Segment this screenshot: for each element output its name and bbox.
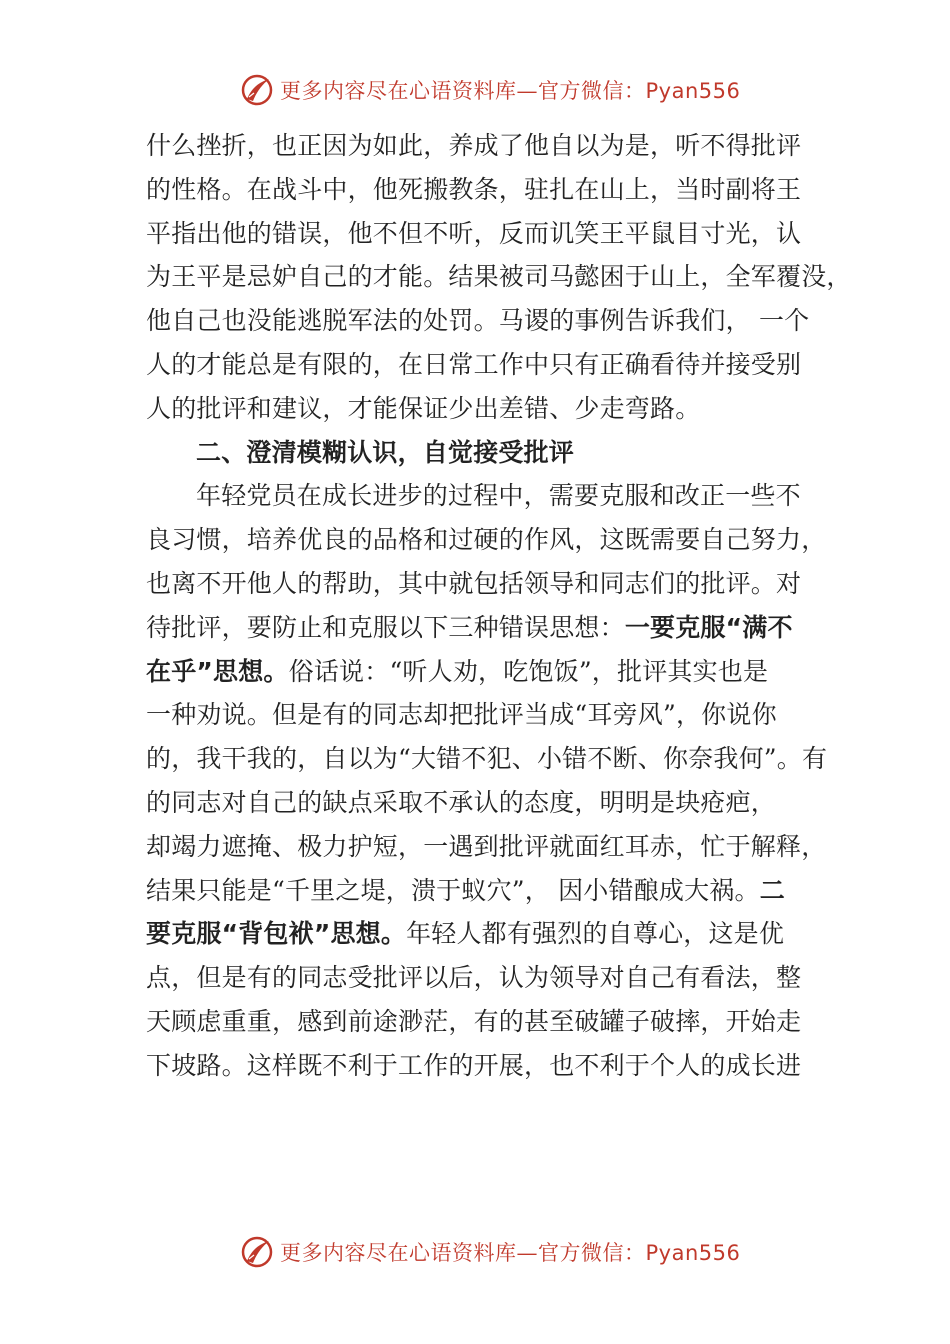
watermark-footer <box>240 1232 740 1272</box>
text-line <box>146 124 836 168</box>
text-segment: 平指出他的错误，他不但不听，反而讥笑王平鼠目寸光，认 <box>146 218 802 248</box>
text-segment: 点，但是有的同志受批评以后，认为领导对自己有看法，整 <box>146 963 802 993</box>
text-line <box>146 387 836 431</box>
text-segment: 俗话说：“听人劝，吃饱饭”，批评其实也是 <box>288 656 769 686</box>
text-line <box>146 825 836 869</box>
red-brush-logo-icon <box>240 73 274 107</box>
text-segment: 什么挫折，也正因为如此，养成了他自以为是，听不得批评 <box>146 131 802 160</box>
watermark-header <box>240 70 740 110</box>
text-line <box>146 912 836 956</box>
text-segment: 天顾虑重重，感到前途渺茫，有的甚至破罐子破摔，开始走 <box>146 1006 802 1036</box>
text-segment: 也离不开他人的帮助，其中就包括领导和同志们的批评。对 <box>146 568 802 598</box>
text-line <box>146 474 836 518</box>
text-segment: 的同志对自己的缺点采取不承认的态度，明明是块疮疤， <box>146 787 777 817</box>
text-line <box>146 869 836 913</box>
text-segment: 的性格。在战斗中，他死搬教条，驻扎在山上，当时副将王 <box>146 174 802 204</box>
text-segment: 待批评，要防止和克服以下三种错误思想： <box>146 612 625 642</box>
text-segment: 却竭力遮掩、极力护短，一遇到批评就面红耳赤，忙于解释， <box>146 831 827 861</box>
bold-text: 一要克服“满不 <box>624 612 793 642</box>
text-segment: 结果只能是“千里之堤，溃于蚁穴”， 因小错酿成大祸。 <box>146 875 760 905</box>
text-segment: 的，我干我的，自以为“大错不犯、小错不断、你奈我何”。有 <box>146 744 828 774</box>
text-segment: 他自己也没能逃脱军法的处罚。马谡的事例告诉我们， 一个 <box>146 306 810 336</box>
text-line <box>146 693 836 737</box>
bold-text: 二、澄清模糊认识，自觉接受批评 <box>196 437 575 467</box>
text-segment: 下坡路。这样既不利于工作的开展，也不利于个人的成长进 <box>146 1050 802 1080</box>
text-segment: 人的才能总是有限的，在日常工作中只有正确看待并接受别 <box>146 349 802 379</box>
text-line <box>146 168 836 212</box>
bold-text: 要克服“背包袱”思想。 <box>146 919 407 949</box>
document-body <box>146 124 852 1088</box>
text-line <box>146 1000 836 1044</box>
text-segment: 年轻党员在成长进步的过程中，需要克服和改正一些不 <box>196 481 801 511</box>
red-brush-logo-icon <box>240 1235 274 1269</box>
bold-text: 二 <box>759 875 785 905</box>
text-segment: 年轻人都有强烈的自尊心，这是优 <box>406 919 785 949</box>
text-segment: 一种劝说。但是有的同志却把批评当成“耳旁风”，你说你 <box>146 700 777 730</box>
text-segment: 人的批评和建议，才能保证少出差错、少走弯路。 <box>146 393 701 423</box>
text-line <box>146 255 852 299</box>
text-line <box>146 737 836 781</box>
text-line <box>146 650 836 694</box>
text-line <box>146 212 836 256</box>
text-line <box>146 299 836 343</box>
text-line <box>146 518 836 562</box>
section-heading <box>146 431 836 475</box>
text-line <box>146 781 836 825</box>
text-line <box>146 343 836 387</box>
text-segment: 为王平是忌妒自己的才能。结果被司马懿困于山上，全军覆没， <box>146 262 852 292</box>
text-line <box>146 1044 836 1088</box>
text-line <box>146 562 836 606</box>
text-line <box>146 956 836 1000</box>
bold-text: 在乎”思想。 <box>146 656 289 686</box>
watermark-text: 更多内容尽在心语资料库—官方微信：Pyan556 <box>280 79 741 103</box>
watermark-text: 更多内容尽在心语资料库—官方微信：Pyan556 <box>280 1241 741 1265</box>
text-segment: 良习惯，培养优良的品格和过硬的作风，这既需要自己努力， <box>146 525 827 555</box>
text-line <box>146 606 836 650</box>
